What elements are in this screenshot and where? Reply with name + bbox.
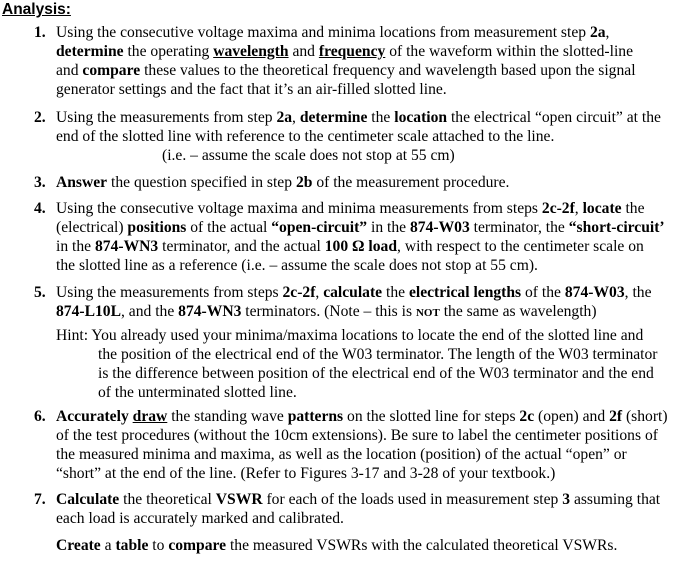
item-6-line-2: of the test procedures (without the 10cm extensions). Be sure to label the centimeter positions of xyxy=(56,427,658,444)
item-6-line-4: “short” at the end of the line. (Refer to Figures 3-17 and 3-28 of your textbook.) xyxy=(56,465,556,482)
item-1-line-2: determine the operating wavelength and frequency of the waveform within the slotted-line xyxy=(56,43,633,60)
item-1-line-4: generator settings and the fact that it’s an air-filled slotted line. xyxy=(56,81,447,98)
item-4-line-3: in the 874-WN3 terminator, and the actual 100 Ω load, with respect to the centimeter scale on xyxy=(56,238,644,255)
analysis-item-4 xyxy=(34,199,679,275)
item-number: 5. xyxy=(34,284,46,301)
hint-line-4: of the unterminated slotted line. xyxy=(98,384,297,401)
item-number: 7. xyxy=(34,491,46,508)
item-4-line-4: the slotted line as a reference (i.e. – assume the scale does not stop at 55 cm). xyxy=(56,257,538,274)
item-2-line-3: (i.e. – assume the scale does not stop at 55 cm) xyxy=(162,147,455,164)
item-1-line-1: Using the consecutive voltage maxima and minima locations from measurement step 2a, xyxy=(56,24,610,41)
item-number: 6. xyxy=(34,408,46,425)
item-number: 2. xyxy=(34,109,46,126)
item-5-line-2: 874-L10L, and the 874-WN3 terminators. (Note – this is not the same as wavelength) xyxy=(56,303,597,320)
item-3-line-1: Answer the question specified in step 2b of the measurement procedure. xyxy=(56,174,510,191)
hint-line-1: Hint: You already used your minima/maxima locations to locate the end of the slotted line and xyxy=(56,327,644,344)
item-4-line-1: Using the consecutive voltage maxima and minima measurements from steps 2c-2f, locate the xyxy=(56,200,645,217)
analysis-item-6 xyxy=(34,407,679,483)
hint-line-3: is the difference between position of the electrical end of the W03 terminator and the end xyxy=(98,365,654,382)
item-1-line-3: and compare these values to the theoretical frequency and wavelength based upon the signal xyxy=(56,62,636,79)
item-2-line-2: end of the slotted line with reference to the centimeter scale attached to the line. xyxy=(56,128,555,145)
item-2-line-1: Using the measurements from step 2a, determine the location the electrical “open circuit” at the xyxy=(56,109,661,126)
item-number: 1. xyxy=(34,24,46,41)
hint-block xyxy=(56,326,679,402)
item-7-line-1: Calculate the theoretical VSWR for each of the loads used in measurement step 3 assuming that xyxy=(56,491,661,508)
item-7-line-2: each load is accurately marked and calibrated. xyxy=(56,510,344,527)
item-6-line-3: the measured minima and maxima, as well as the location (position) of the actual “open” or xyxy=(56,446,627,463)
item-number: 3. xyxy=(34,174,46,191)
analysis-item-2 xyxy=(34,108,679,165)
item-number: 4. xyxy=(34,200,46,217)
analysis-item-3 xyxy=(34,173,679,192)
item-6-line-1: Accurately draw the standing wave patterns on the slotted line for steps 2c (open) and 2f (short) xyxy=(56,408,668,425)
item-4-line-2: (electrical) positions of the actual “open-circuit” in the 874-W03 terminator, the “short-circuit’ xyxy=(56,219,665,236)
item-5-line-1: Using the measurements from steps 2c-2f, calculate the electrical lengths of the 874-W03, the xyxy=(56,284,652,301)
hint-line-2: the position of the electrical end of the W03 terminator. The length of the W03 terminator xyxy=(98,346,658,363)
analysis-item-7 xyxy=(34,490,679,528)
analysis-heading: Analysis: xyxy=(2,1,71,18)
analysis-item-1 xyxy=(34,23,679,99)
analysis-item-5 xyxy=(34,283,679,321)
closing-instruction: Create a table to compare the measured VSWRs with the calculated theoretical VSWRs. xyxy=(56,537,618,554)
